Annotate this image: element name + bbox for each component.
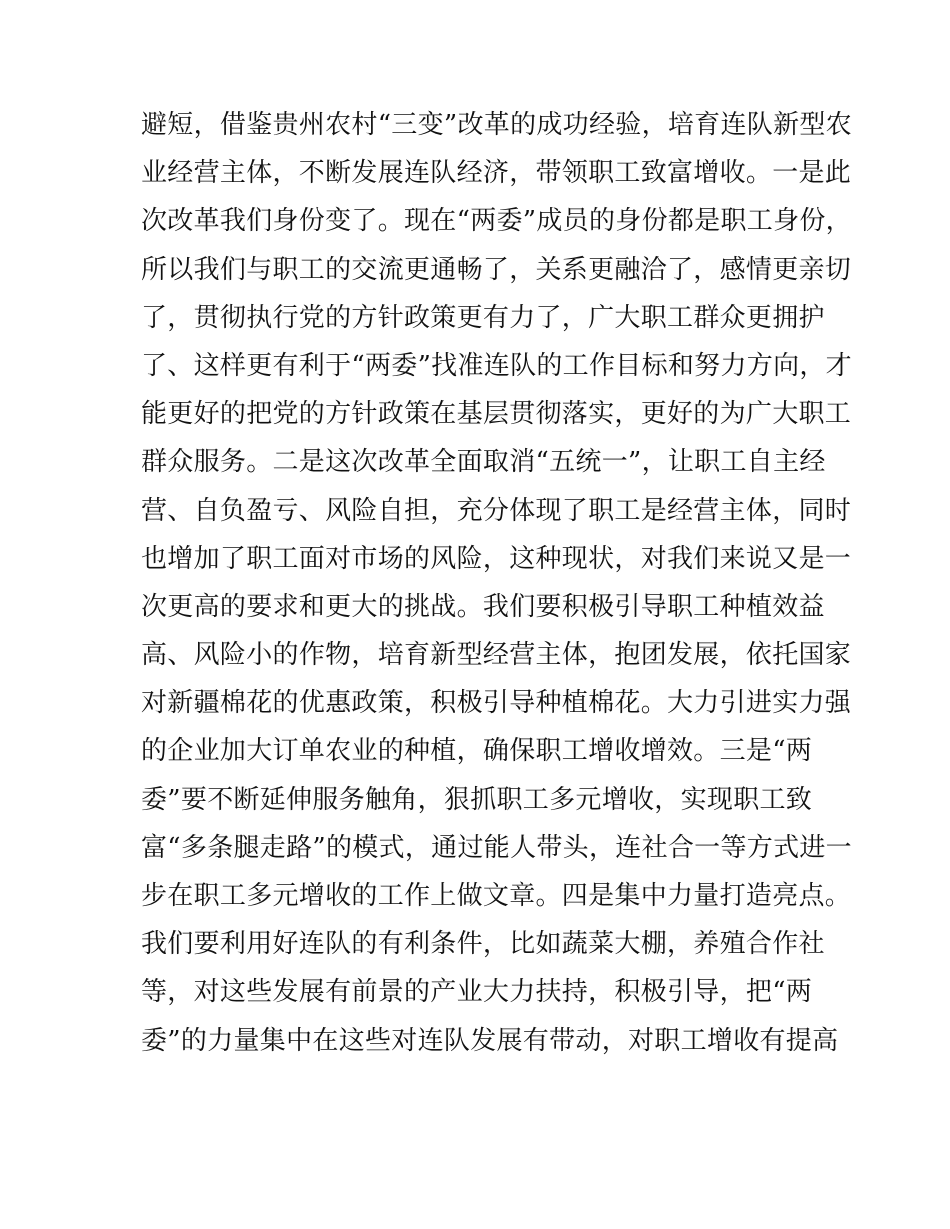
text-line: 高、风险小的作物，培育新型经营主体，抱团发展，依托国家	[141, 640, 852, 671]
text-line: 业经营主体，不断发展连队经济，带领职工致富增收。一是此	[141, 158, 852, 189]
text-line: 次更高的要求和更大的挑战。我们要积极引导职工种植效益	[141, 591, 825, 622]
text-line: 对新疆棉花的优惠政策，积极引导种植棉花。大力引进实力强	[141, 688, 852, 719]
body-paragraph	[141, 101, 852, 1065]
text-line: 的企业加大订单农业的种植，确保职工增收增效。三是“两	[141, 736, 813, 767]
text-line: 了、这样更有利于“两委”找准连队的工作目标和努力方向，才	[141, 350, 852, 381]
text-line: 避短，借鉴贵州农村“三变”改革的成功经验，培育连队新型农	[141, 110, 852, 140]
text-line: 委”要不断延伸服务触角，狠抓职工多元增收，实现职工致	[141, 784, 813, 815]
text-line: 等，对这些发展有前景的产业大力扶持，积极引导，把“两	[141, 977, 813, 1008]
text-line: 能更好的把党的方针政策在基层贯彻落实，更好的为广大职工	[141, 399, 852, 430]
text-line: 群众服务。二是这次改革全面取消“五统一”，让职工自主经	[141, 447, 826, 478]
text-line: 所以我们与职工的交流更通畅了，关系更融洽了，感情更亲切	[141, 254, 852, 285]
text-line: 步在职工多元增收的工作上做文章。四是集中力量打造亮点。	[141, 881, 852, 911]
text-line: 了，贯彻执行党的方针政策更有力了，广大职工群众更拥护	[141, 302, 825, 333]
text-line: 富“多条腿走路”的模式，通过能人带头，连社合一等方式进一	[141, 832, 852, 863]
text-line: 营、自负盈亏、风险自担，充分体现了职工是经营主体，同时	[141, 495, 852, 526]
text-line: 委”的力量集中在这些对连队发展有带动，对职工增收有提高	[141, 1025, 839, 1056]
text-line: 也增加了职工面对市场的风险，这种现状，对我们来说又是一	[141, 543, 852, 574]
text-line: 次改革我们身份变了。现在“两委”成员的身份都是职工身份，	[141, 206, 852, 237]
text-line: 我们要利用好连队的有利条件，比如蔬菜大棚，养殖合作社	[141, 929, 825, 960]
